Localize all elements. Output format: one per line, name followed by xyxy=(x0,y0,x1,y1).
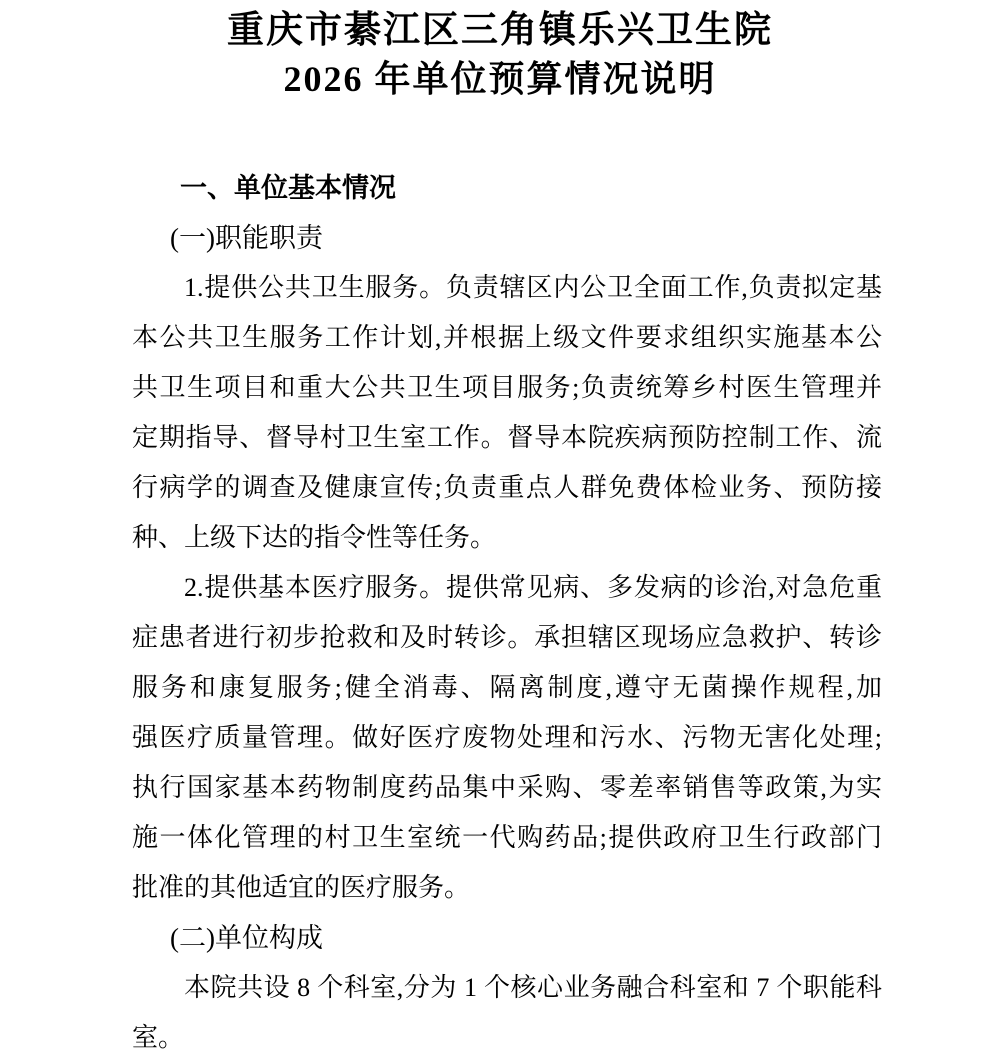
paragraph-1-line-6: 种、上级下达的指令性等任务。 xyxy=(132,523,497,552)
paragraph-2-line-2: 症患者进行初步抢救和及时转诊。承担辖区现场应急救护、转诊 xyxy=(132,623,882,652)
document-body xyxy=(132,163,882,1062)
paragraph-1-line-1: 1.提供公共卫生服务。负责辖区内公卫全面工作,负责拟定基 xyxy=(184,273,882,302)
document-title xyxy=(0,6,1000,102)
subsection-heading-1: (一)职能职责 xyxy=(170,223,323,253)
section-heading: 一、单位基本情况 xyxy=(180,173,396,203)
document-title-line2: 2026 年单位预算情况说明 xyxy=(283,59,717,99)
paragraph-2-line-5: 执行国家基本药物制度药品集中采购、零差率销售等政策,为实 xyxy=(132,773,882,802)
paragraph-1-line-2: 本公共卫生服务工作计划,并根据上级文件要求组织实施基本公 xyxy=(132,323,882,352)
paragraph-3-line-1: 本院共设 8 个科室,分为 1 个核心业务融合科室和 7 个职能科 xyxy=(184,973,882,1002)
paragraph-3-line-2: 室。 xyxy=(132,1023,185,1052)
document-title-line1: 重庆市綦江区三角镇乐兴卫生院 xyxy=(227,10,773,51)
subsection-heading-2: (二)单位构成 xyxy=(170,923,323,953)
paragraph-2-line-3: 服务和康复服务;健全消毒、隔离制度,遵守无菌操作规程,加 xyxy=(132,673,882,702)
paragraph-2-line-7: 批准的其他适宜的医疗服务。 xyxy=(132,873,471,902)
paragraph-1-line-5: 行病学的调查及健康宣传;负责重点人群免费体检业务、预防接 xyxy=(132,473,882,502)
paragraph-1-line-3: 共卫生项目和重大公共卫生项目服务;负责统筹乡村医生管理并 xyxy=(132,373,882,402)
paragraph-1-line-4: 定期指导、督导村卫生室工作。督导本院疾病预防控制工作、流 xyxy=(132,423,882,452)
paragraph-2-line-1: 2.提供基本医疗服务。提供常见病、多发病的诊治,对急危重 xyxy=(184,573,882,602)
paragraph-2-line-6: 施一体化管理的村卫生室统一代购药品;提供政府卫生行政部门 xyxy=(132,823,882,852)
paragraph-2-line-4: 强医疗质量管理。做好医疗废物处理和污水、污物无害化处理; xyxy=(132,723,882,752)
